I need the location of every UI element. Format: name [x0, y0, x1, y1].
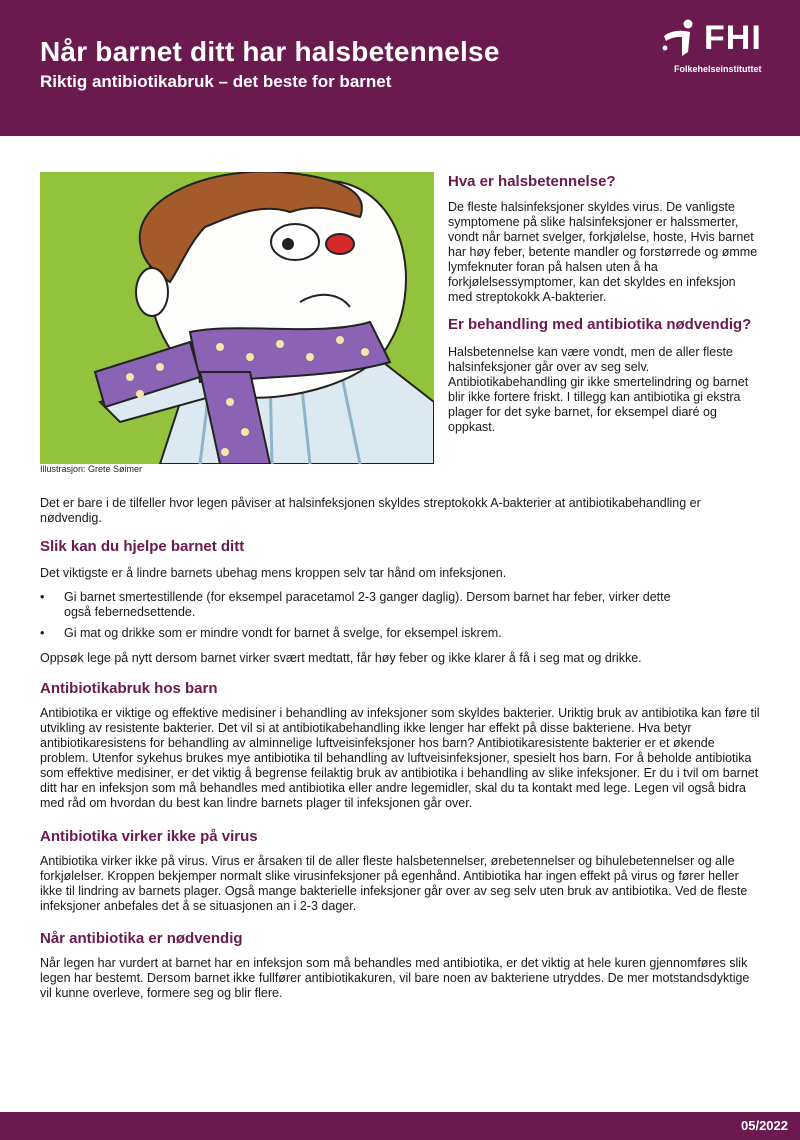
- footer-band: [0, 1112, 800, 1140]
- heading-virus: Antibiotika virker ikke på virus: [40, 828, 258, 845]
- text-antibiotikabruk: Antibiotika er viktige og effektive medisiner i behandling av infeksjoner som skyldes bakterier. Uriktig bruk av antibiotika kan føre til utvikling av resistente bakterier. Det vil si at antibiotikabehandling ikke lenger har effekt på disse bakteriene. Hva betyr antibiotikaresistens for behandling av alminnelige luftveisinfeksjoner hos barn? Antibiotikaresistente bakterier er et økende problem. Utenfor sykehus brukes mye antibiotika til behandling av luftveisinfeksjoner, spesielt hos barn. For å beholde antibiotika som effektive medisiner, er det viktig å begrense feilaktig bruk av antibiotika i behandling av slike infeksjoner. Er du i tvil om barnet ditt har en infeksjon som må behandles med antibiotika eller andre legemidler, skal du ta kontakt med lege. Legen vil også bidra med råd om hvordan du best kan lindre barnets plager til infeksjonen går over.: [40, 706, 760, 810]
- page-subtitle: Riktig antibiotikabruk – det beste for barnet: [40, 72, 392, 91]
- list-item: • Gi mat og drikke som er mindre vondt for barnet å svelge, for eksempel iskrem.: [40, 626, 690, 641]
- fhi-logo-mark-icon: [660, 18, 704, 58]
- right-column: [448, 172, 760, 435]
- logo-subtitle: Folkehelseinstituttet: [674, 64, 762, 74]
- heading-antibiotikabruk: Antibiotikabruk hos barn: [40, 680, 218, 697]
- text-hva: De fleste halsinfeksjoner skyldes virus. De vanligste symptomene på slike halsinfeksjoner er halssmerter, vondt når barnet svelger, forkjølelse, hoste, Hvis barnet har høy feber, betente mandler og forstørrede og ømme lymfeknuter foran på halsen uten å ha forkjølelsessymptomer, kan det skyldes en infeksjon med streptokokk A-bakterier.: [448, 200, 758, 304]
- publication-code: 05/2022: [741, 1118, 788, 1133]
- text-behandling: Halsbetennelse kan være vondt, men de aller fleste halsinfeksjoner går over av seg selv. Antibiotikabehandling gir ikke smertelindring og barnet blir ikke fortere friskt. I tillegg kan antibiotika gi ekstra plager for det syke barnet, for eksempel diaré og oppkast.: [448, 345, 749, 434]
- header-band: [0, 0, 800, 136]
- list-item: • Gi barnet smertestillende (for eksempel paracetamol 2-3 ganger daglig). Dersom barnet har feber, virker dette også febernedsettende.: [40, 590, 690, 620]
- text-hjelpe-lead: Det viktigste er å lindre barnets ubehag mens kroppen selv tar hånd om infeksjonen.: [40, 566, 507, 580]
- help-list: [40, 590, 690, 641]
- intro-paragraph: Det er bare i de tilfeller hvor legen påviser at halsinfeksjonen skyldes streptokokk A-bakterier at antibiotikabehandling er nødvendig.: [40, 496, 701, 525]
- heading-behandling: Er behandling med antibiotika nødvendig?: [448, 316, 752, 333]
- sick-child-illustration: [40, 172, 434, 464]
- heading-hva: Hva er halsbetennelse?: [448, 173, 616, 190]
- page-title: Når barnet ditt har halsbetennelse: [40, 36, 500, 67]
- fhi-logo: [660, 18, 790, 78]
- text-hjelpe-tail: Oppsøk lege på nytt dersom barnet virker svært medtatt, får høy feber og ikke klarer å få i seg mat og drikke.: [40, 651, 642, 665]
- heading-hjelpe: Slik kan du hjelpe barnet ditt: [40, 538, 245, 555]
- heading-nodvendig: Når antibiotika er nødvendig: [40, 930, 243, 947]
- text-nodvendig: Når legen har vurdert at barnet har en infeksjon som må behandles med antibiotika, er det viktig at hele kuren gjennomføres slik legen har bestemt. Dersom barnet ikke fullfører antibiotikakuren, vil bare noen av bakteriene utryddes. De mer motstandsdyktige vil kunne overleve, formere seg og blir flere.: [40, 956, 750, 1000]
- logo-wordmark: FHI: [704, 19, 762, 57]
- text-virus: Antibiotika virker ikke på virus. Virus er årsaken til de aller fleste halsbetennelser, ørebetennelser og bihulebetennelser og alle forkjølelser. Kroppen bekjemper normalt slike virusinfeksjoner på egenhånd. Antibiotika har ingen effekt på virus og fører heller ikke til lindring av barnets plager. Også mange bakterielle infeksjoner går over av seg selv uten bruk av antibiotika. Ved de fleste infeksjoner anbefales det å se situasjonen an i 2-3 dager.: [40, 854, 748, 913]
- illustration-credit: Illustrasjon: Grete Søimer: [40, 464, 143, 474]
